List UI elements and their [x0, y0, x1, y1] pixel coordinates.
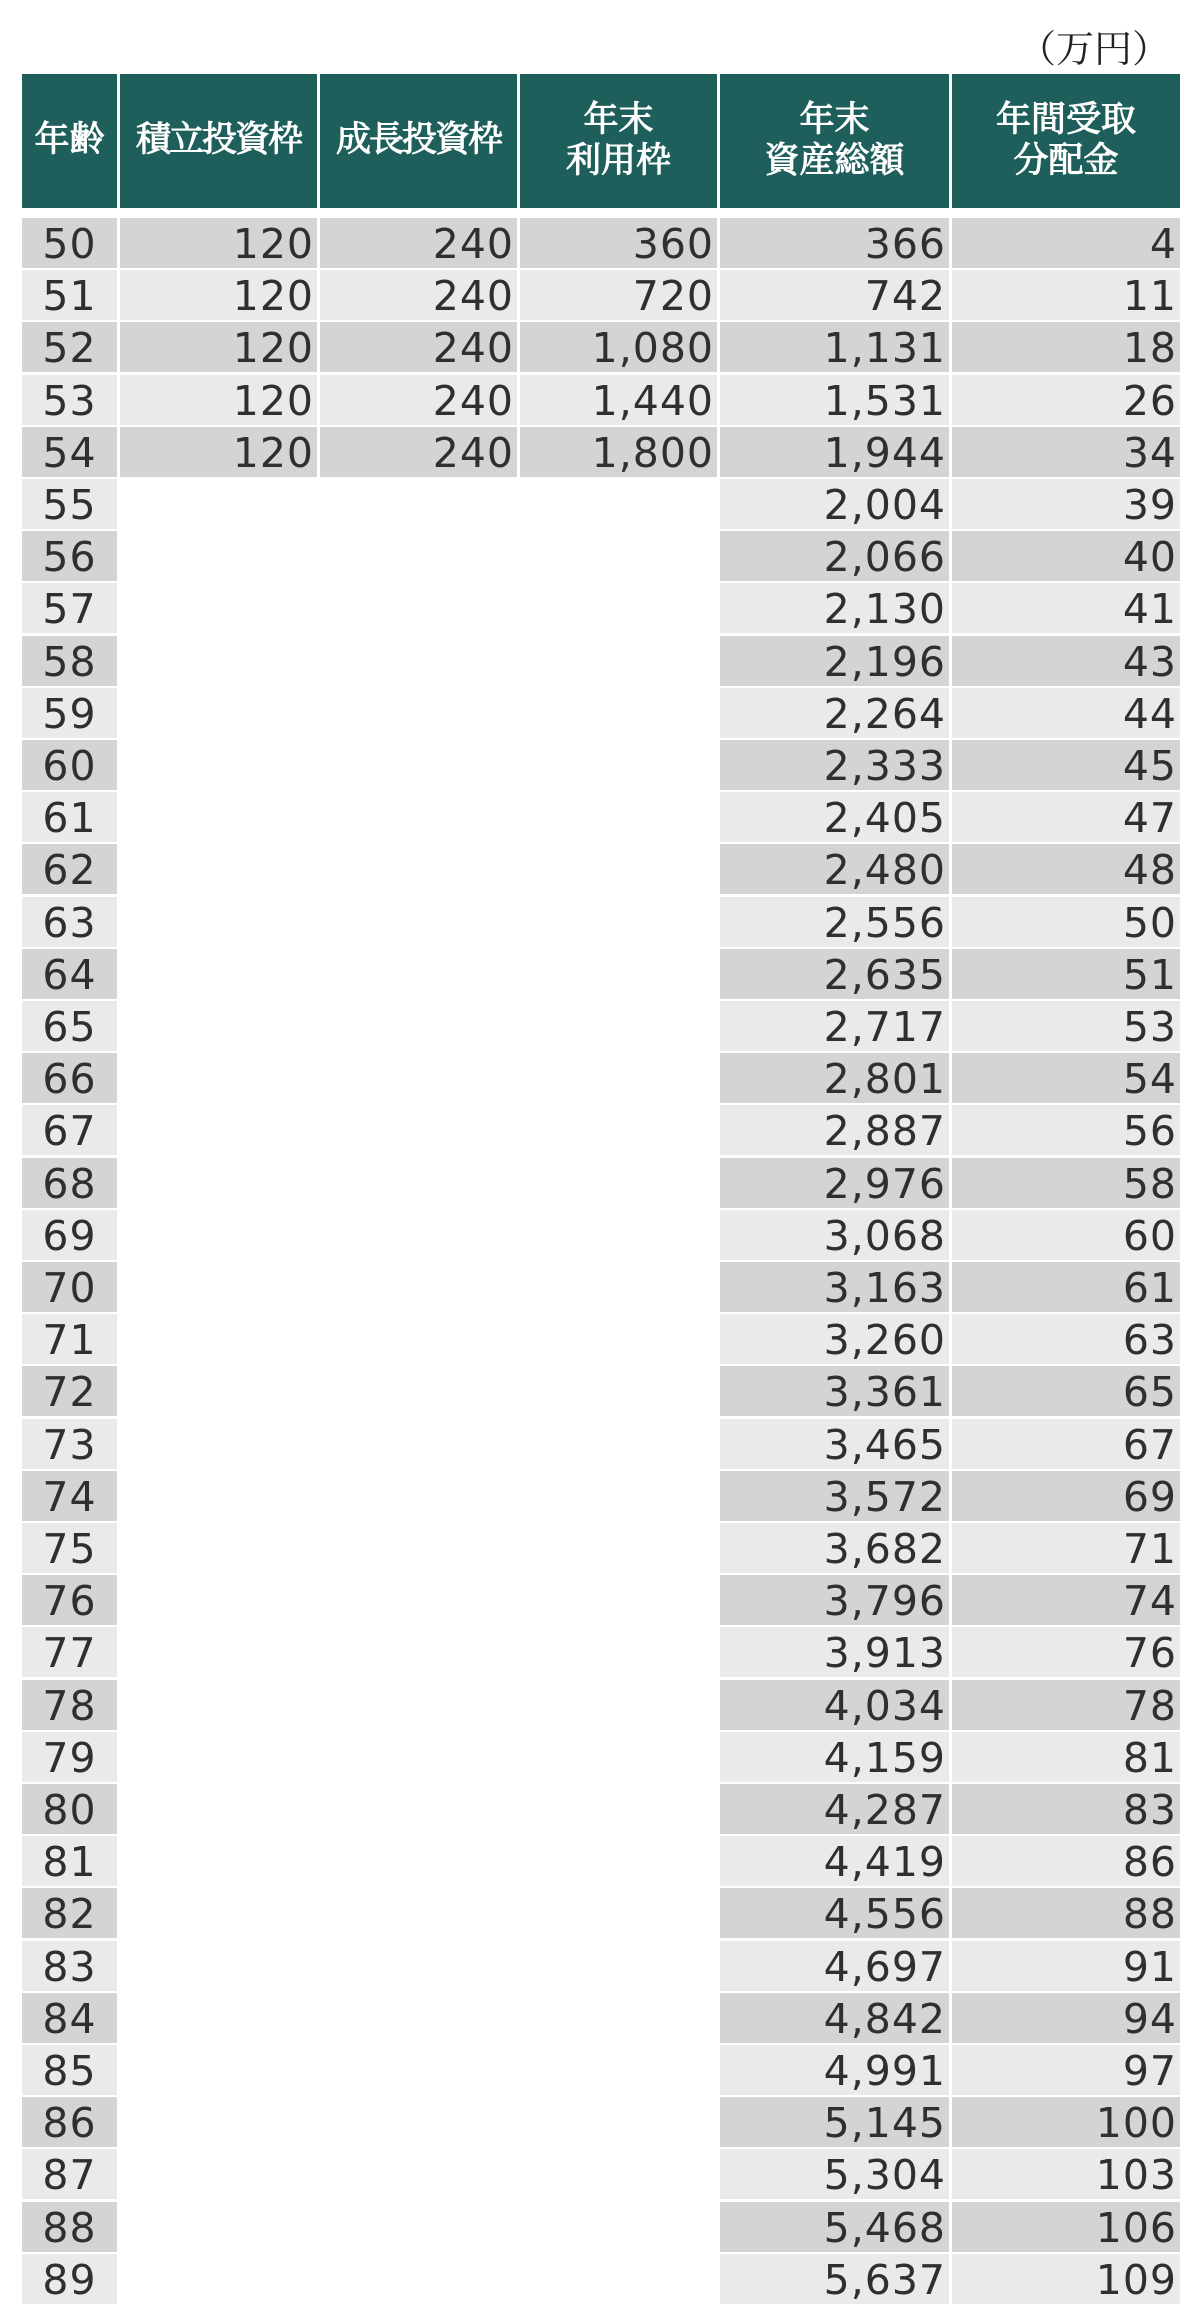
- cell-age: 58: [22, 636, 117, 686]
- cell-shisan: 1,944: [720, 427, 949, 477]
- cell-bunpai: 47: [952, 792, 1180, 842]
- cell-shisan: 3,068: [720, 1210, 949, 1260]
- table-row: [0, 1627, 1200, 1677]
- cell-tsumitate: [120, 1366, 317, 1416]
- cell-tsumitate: [120, 1888, 317, 1938]
- table-row: [0, 322, 1200, 372]
- cell-shisan: 1,131: [720, 322, 949, 372]
- cell-age: 72: [22, 1366, 117, 1416]
- cell-shisan: 2,976: [720, 1158, 949, 1208]
- cell-shisan: 3,796: [720, 1575, 949, 1625]
- cell-tsumitate: [120, 531, 317, 581]
- table-row: [0, 270, 1200, 320]
- cell-bunpai: 41: [952, 583, 1180, 633]
- header-seicho: 成長投資枠: [320, 74, 517, 208]
- table-row: [0, 1993, 1200, 2043]
- cell-tsumitate: [120, 1001, 317, 1051]
- cell-riyouwaku: [520, 1836, 717, 1886]
- cell-seicho: [320, 479, 517, 529]
- cell-shisan: 2,635: [720, 949, 949, 999]
- cell-seicho: [320, 2254, 517, 2304]
- cell-seicho: [320, 1993, 517, 2043]
- cell-shisan: 2,130: [720, 583, 949, 633]
- cell-tsumitate: [120, 1105, 317, 1155]
- cell-seicho: [320, 636, 517, 686]
- cell-bunpai: 65: [952, 1366, 1180, 1416]
- cell-bunpai: 56: [952, 1105, 1180, 1155]
- table-row: [0, 1836, 1200, 1886]
- cell-shisan: 2,556: [720, 897, 949, 947]
- cell-bunpai: 51: [952, 949, 1180, 999]
- cell-riyouwaku: [520, 740, 717, 790]
- cell-seicho: [320, 844, 517, 894]
- table-row: [0, 1053, 1200, 1103]
- cell-seicho: [320, 583, 517, 633]
- table-row: [0, 1314, 1200, 1364]
- cell-bunpai: 109: [952, 2254, 1180, 2304]
- cell-shisan: 3,260: [720, 1314, 949, 1364]
- cell-riyouwaku: [520, 897, 717, 947]
- cell-bunpai: 34: [952, 427, 1180, 477]
- cell-seicho: [320, 897, 517, 947]
- cell-riyouwaku: [520, 1993, 717, 2043]
- table-row: [0, 740, 1200, 790]
- cell-riyouwaku: [520, 1053, 717, 1103]
- cell-bunpai: 69: [952, 1471, 1180, 1521]
- cell-bunpai: 83: [952, 1784, 1180, 1834]
- cell-shisan: 4,287: [720, 1784, 949, 1834]
- cell-riyouwaku: [520, 1784, 717, 1834]
- cell-seicho: [320, 2149, 517, 2199]
- cell-tsumitate: 120: [120, 427, 317, 477]
- cell-riyouwaku: 360: [520, 218, 717, 268]
- table-row: [0, 636, 1200, 686]
- cell-riyouwaku: [520, 1366, 717, 1416]
- cell-bunpai: 18: [952, 322, 1180, 372]
- cell-seicho: 240: [320, 270, 517, 320]
- cell-tsumitate: [120, 844, 317, 894]
- table-row: [0, 1210, 1200, 1260]
- cell-riyouwaku: [520, 1888, 717, 1938]
- cell-bunpai: 60: [952, 1210, 1180, 1260]
- cell-shisan: 2,264: [720, 688, 949, 738]
- cell-shisan: 5,468: [720, 2202, 949, 2252]
- cell-age: 62: [22, 844, 117, 894]
- cell-riyouwaku: [520, 688, 717, 738]
- cell-age: 87: [22, 2149, 117, 2199]
- cell-riyouwaku: 1,440: [520, 375, 717, 425]
- cell-seicho: [320, 2202, 517, 2252]
- cell-bunpai: 97: [952, 2045, 1180, 2095]
- cell-riyouwaku: [520, 1001, 717, 1051]
- cell-age: 70: [22, 1262, 117, 1312]
- cell-shisan: 5,145: [720, 2097, 949, 2147]
- cell-riyouwaku: [520, 1105, 717, 1155]
- cell-seicho: [320, 531, 517, 581]
- cell-shisan: 5,304: [720, 2149, 949, 2199]
- table-row: [0, 2097, 1200, 2147]
- cell-shisan: 2,717: [720, 1001, 949, 1051]
- cell-tsumitate: [120, 1210, 317, 1260]
- cell-tsumitate: [120, 1836, 317, 1886]
- cell-riyouwaku: [520, 1732, 717, 1782]
- table-row: [0, 531, 1200, 581]
- cell-tsumitate: [120, 1627, 317, 1677]
- cell-age: 76: [22, 1575, 117, 1625]
- cell-shisan: 2,480: [720, 844, 949, 894]
- cell-bunpai: 106: [952, 2202, 1180, 2252]
- cell-shisan: 2,066: [720, 531, 949, 581]
- cell-riyouwaku: [520, 1680, 717, 1730]
- cell-tsumitate: [120, 1993, 317, 2043]
- table-row: [0, 1366, 1200, 1416]
- cell-bunpai: 88: [952, 1888, 1180, 1938]
- cell-age: 84: [22, 1993, 117, 2043]
- cell-tsumitate: 120: [120, 322, 317, 372]
- cell-riyouwaku: [520, 2149, 717, 2199]
- cell-shisan: 2,405: [720, 792, 949, 842]
- cell-riyouwaku: [520, 1158, 717, 1208]
- cell-shisan: 2,887: [720, 1105, 949, 1155]
- table-row: [0, 479, 1200, 529]
- cell-tsumitate: [120, 636, 317, 686]
- cell-age: 88: [22, 2202, 117, 2252]
- cell-age: 66: [22, 1053, 117, 1103]
- cell-tsumitate: [120, 2149, 317, 2199]
- cell-riyouwaku: [520, 1627, 717, 1677]
- cell-seicho: [320, 2045, 517, 2095]
- header-tsumitate: 積立投資枠: [120, 74, 317, 208]
- cell-tsumitate: [120, 740, 317, 790]
- cell-seicho: [320, 740, 517, 790]
- cell-seicho: [320, 1784, 517, 1834]
- cell-seicho: [320, 1471, 517, 1521]
- cell-riyouwaku: [520, 583, 717, 633]
- cell-tsumitate: [120, 1053, 317, 1103]
- cell-shisan: 1,531: [720, 375, 949, 425]
- cell-seicho: [320, 1366, 517, 1416]
- cell-seicho: [320, 1888, 517, 1938]
- table-row: [0, 1001, 1200, 1051]
- cell-shisan: 4,991: [720, 2045, 949, 2095]
- cell-age: 86: [22, 2097, 117, 2147]
- cell-seicho: [320, 1732, 517, 1782]
- cell-seicho: [320, 1941, 517, 1991]
- cell-seicho: [320, 1419, 517, 1469]
- table-row: [0, 1732, 1200, 1782]
- cell-bunpai: 43: [952, 636, 1180, 686]
- cell-age: 80: [22, 1784, 117, 1834]
- cell-riyouwaku: 720: [520, 270, 717, 320]
- cell-bunpai: 26: [952, 375, 1180, 425]
- table-row: [0, 897, 1200, 947]
- cell-tsumitate: 120: [120, 218, 317, 268]
- cell-age: 81: [22, 1836, 117, 1886]
- cell-seicho: [320, 1836, 517, 1886]
- cell-seicho: [320, 1158, 517, 1208]
- cell-shisan: 2,333: [720, 740, 949, 790]
- cell-seicho: [320, 792, 517, 842]
- cell-bunpai: 71: [952, 1523, 1180, 1573]
- cell-riyouwaku: [520, 479, 717, 529]
- cell-age: 77: [22, 1627, 117, 1677]
- cell-riyouwaku: [520, 1941, 717, 1991]
- cell-seicho: 240: [320, 218, 517, 268]
- cell-bunpai: 44: [952, 688, 1180, 738]
- cell-age: 85: [22, 2045, 117, 2095]
- table-row: [0, 583, 1200, 633]
- cell-riyouwaku: [520, 2254, 717, 2304]
- cell-riyouwaku: 1,080: [520, 322, 717, 372]
- cell-age: 82: [22, 1888, 117, 1938]
- cell-tsumitate: [120, 2202, 317, 2252]
- cell-seicho: [320, 2097, 517, 2147]
- cell-bunpai: 76: [952, 1627, 1180, 1677]
- cell-shisan: 2,004: [720, 479, 949, 529]
- cell-age: 54: [22, 427, 117, 477]
- cell-shisan: 5,637: [720, 2254, 949, 2304]
- cell-tsumitate: 120: [120, 375, 317, 425]
- table-row: [0, 1471, 1200, 1521]
- cell-age: 65: [22, 1001, 117, 1051]
- cell-shisan: 3,682: [720, 1523, 949, 1573]
- table-row: [0, 1158, 1200, 1208]
- cell-tsumitate: [120, 949, 317, 999]
- cell-bunpai: 48: [952, 844, 1180, 894]
- cell-shisan: 366: [720, 218, 949, 268]
- table-row: [0, 427, 1200, 477]
- cell-shisan: 4,159: [720, 1732, 949, 1782]
- cell-age: 69: [22, 1210, 117, 1260]
- cell-seicho: [320, 1575, 517, 1625]
- cell-age: 51: [22, 270, 117, 320]
- cell-shisan: 2,801: [720, 1053, 949, 1103]
- cell-shisan: 4,419: [720, 1836, 949, 1886]
- table-row: [0, 2149, 1200, 2199]
- cell-bunpai: 58: [952, 1158, 1180, 1208]
- cell-age: 61: [22, 792, 117, 842]
- cell-bunpai: 63: [952, 1314, 1180, 1364]
- cell-tsumitate: [120, 2097, 317, 2147]
- cell-seicho: [320, 1001, 517, 1051]
- cell-riyouwaku: [520, 1523, 717, 1573]
- cell-bunpai: 4: [952, 218, 1180, 268]
- cell-riyouwaku: [520, 1210, 717, 1260]
- cell-seicho: [320, 688, 517, 738]
- cell-bunpai: 100: [952, 2097, 1180, 2147]
- header-age: 年齢: [22, 74, 117, 208]
- cell-bunpai: 61: [952, 1262, 1180, 1312]
- cell-seicho: 240: [320, 427, 517, 477]
- cell-age: 59: [22, 688, 117, 738]
- cell-bunpai: 45: [952, 740, 1180, 790]
- cell-age: 78: [22, 1680, 117, 1730]
- cell-bunpai: 94: [952, 1993, 1180, 2043]
- cell-riyouwaku: [520, 2202, 717, 2252]
- cell-seicho: [320, 1105, 517, 1155]
- cell-age: 89: [22, 2254, 117, 2304]
- cell-tsumitate: [120, 1732, 317, 1782]
- cell-age: 79: [22, 1732, 117, 1782]
- cell-riyouwaku: [520, 1471, 717, 1521]
- cell-riyouwaku: [520, 1575, 717, 1625]
- cell-age: 52: [22, 322, 117, 372]
- table-row: [0, 1941, 1200, 1991]
- cell-tsumitate: [120, 792, 317, 842]
- cell-riyouwaku: [520, 636, 717, 686]
- cell-age: 60: [22, 740, 117, 790]
- table-row: [0, 1523, 1200, 1573]
- cell-riyouwaku: [520, 844, 717, 894]
- cell-tsumitate: [120, 897, 317, 947]
- cell-bunpai: 50: [952, 897, 1180, 947]
- cell-seicho: [320, 1210, 517, 1260]
- cell-bunpai: 11: [952, 270, 1180, 320]
- cell-age: 68: [22, 1158, 117, 1208]
- cell-tsumitate: [120, 583, 317, 633]
- cell-tsumitate: [120, 2045, 317, 2095]
- cell-tsumitate: [120, 1680, 317, 1730]
- cell-seicho: [320, 1523, 517, 1573]
- cell-age: 55: [22, 479, 117, 529]
- cell-shisan: 4,556: [720, 1888, 949, 1938]
- cell-riyouwaku: [520, 2097, 717, 2147]
- cell-shisan: 4,842: [720, 1993, 949, 2043]
- cell-shisan: 4,034: [720, 1680, 949, 1730]
- cell-riyouwaku: [520, 1262, 717, 1312]
- table-row: [0, 1888, 1200, 1938]
- cell-seicho: [320, 1262, 517, 1312]
- table-row: [0, 1262, 1200, 1312]
- cell-shisan: 742: [720, 270, 949, 320]
- cell-tsumitate: [120, 1523, 317, 1573]
- cell-bunpai: 53: [952, 1001, 1180, 1051]
- cell-seicho: [320, 1627, 517, 1677]
- cell-tsumitate: [120, 1158, 317, 1208]
- header-riyouwaku: 年末 利用枠: [520, 74, 717, 208]
- cell-age: 83: [22, 1941, 117, 1991]
- cell-tsumitate: [120, 2254, 317, 2304]
- cell-shisan: 3,163: [720, 1262, 949, 1312]
- cell-bunpai: 39: [952, 479, 1180, 529]
- cell-bunpai: 74: [952, 1575, 1180, 1625]
- table-row: [0, 844, 1200, 894]
- table-row: [0, 1784, 1200, 1834]
- cell-tsumitate: [120, 1419, 317, 1469]
- cell-age: 56: [22, 531, 117, 581]
- cell-age: 53: [22, 375, 117, 425]
- cell-riyouwaku: [520, 792, 717, 842]
- unit-label: （万円）: [1017, 27, 1170, 71]
- table-row: [0, 218, 1200, 268]
- table-row: [0, 688, 1200, 738]
- cell-bunpai: 78: [952, 1680, 1180, 1730]
- cell-bunpai: 67: [952, 1419, 1180, 1469]
- cell-tsumitate: [120, 1314, 317, 1364]
- cell-seicho: 240: [320, 375, 517, 425]
- cell-seicho: [320, 1314, 517, 1364]
- table-row: [0, 1105, 1200, 1155]
- cell-bunpai: 40: [952, 531, 1180, 581]
- cell-shisan: 3,361: [720, 1366, 949, 1416]
- table-row: [0, 375, 1200, 425]
- cell-shisan: 3,572: [720, 1471, 949, 1521]
- cell-shisan: 3,913: [720, 1627, 949, 1677]
- table-row: [0, 792, 1200, 842]
- cell-tsumitate: [120, 1941, 317, 1991]
- cell-tsumitate: [120, 688, 317, 738]
- cell-tsumitate: [120, 1471, 317, 1521]
- cell-seicho: [320, 1053, 517, 1103]
- cell-tsumitate: [120, 1262, 317, 1312]
- cell-seicho: [320, 1680, 517, 1730]
- cell-bunpai: 54: [952, 1053, 1180, 1103]
- cell-tsumitate: [120, 479, 317, 529]
- cell-age: 73: [22, 1419, 117, 1469]
- cell-shisan: 4,697: [720, 1941, 949, 1991]
- table-row: [0, 2254, 1200, 2304]
- cell-age: 67: [22, 1105, 117, 1155]
- cell-tsumitate: [120, 1784, 317, 1834]
- table-row: [0, 1575, 1200, 1625]
- cell-seicho: [320, 949, 517, 999]
- header-bunpai: 年間受取 分配金: [952, 74, 1180, 208]
- table-row: [0, 2045, 1200, 2095]
- cell-age: 75: [22, 1523, 117, 1573]
- cell-shisan: 3,465: [720, 1419, 949, 1469]
- cell-tsumitate: 120: [120, 270, 317, 320]
- cell-age: 50: [22, 218, 117, 268]
- cell-bunpai: 91: [952, 1941, 1180, 1991]
- cell-riyouwaku: [520, 1314, 717, 1364]
- cell-bunpai: 86: [952, 1836, 1180, 1886]
- table-row: [0, 1419, 1200, 1469]
- cell-riyouwaku: [520, 949, 717, 999]
- cell-age: 71: [22, 1314, 117, 1364]
- cell-age: 74: [22, 1471, 117, 1521]
- cell-age: 64: [22, 949, 117, 999]
- cell-shisan: 2,196: [720, 636, 949, 686]
- cell-seicho: 240: [320, 322, 517, 372]
- cell-riyouwaku: [520, 2045, 717, 2095]
- header-shisan: 年末 資産総額: [720, 74, 949, 208]
- cell-bunpai: 81: [952, 1732, 1180, 1782]
- table-row: [0, 2202, 1200, 2252]
- table-row: [0, 949, 1200, 999]
- cell-riyouwaku: [520, 1419, 717, 1469]
- cell-age: 57: [22, 583, 117, 633]
- cell-riyouwaku: 1,800: [520, 427, 717, 477]
- cell-tsumitate: [120, 1575, 317, 1625]
- cell-bunpai: 103: [952, 2149, 1180, 2199]
- cell-age: 63: [22, 897, 117, 947]
- cell-riyouwaku: [520, 531, 717, 581]
- table-row: [0, 1680, 1200, 1730]
